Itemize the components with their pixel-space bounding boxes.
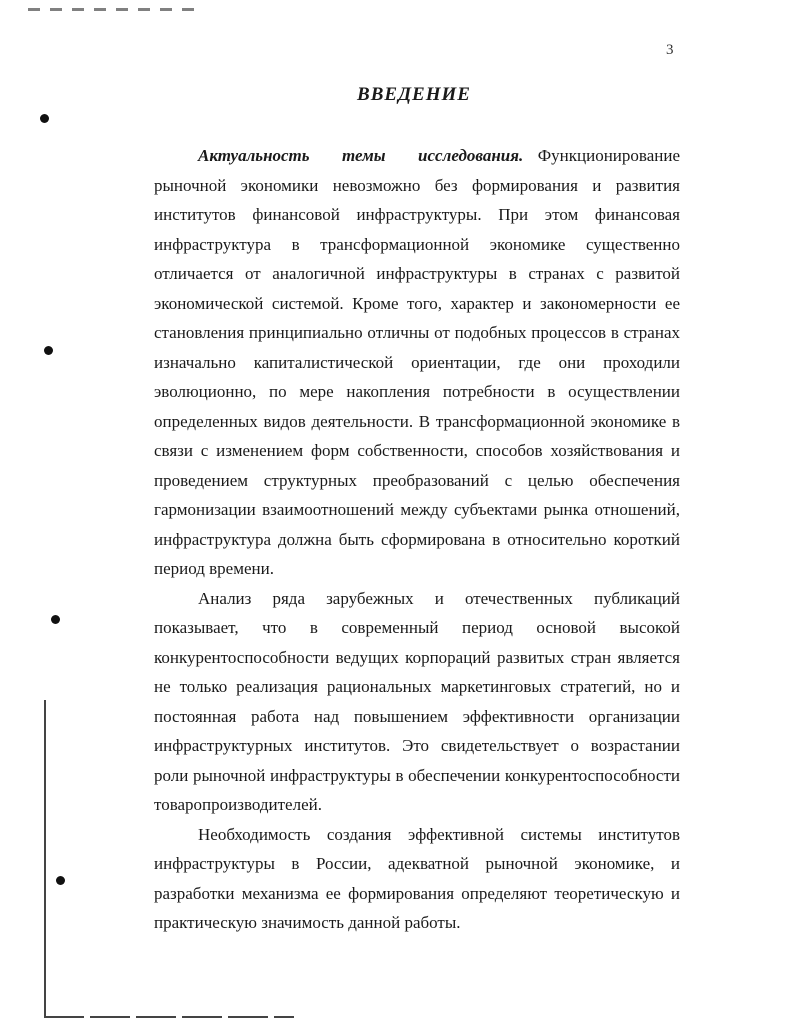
paragraph-text: Функционирование рыночной экономики невозможно без формирования и развития институтов финансовой инфраструктуры. При этом финансовая инфраструктура в трансформационной экономике существенно отличается от аналогичной инфраструктуры в странах с развитой экономической системой. Кроме того, характер и закономерности ее становления принципиально отличны от подобных процессов в странах изначально капиталистической ориентации, где они проходили эволюционно, по мере накопления потребности в осуществлении определенных видов деятельности. В трансформационной экономике в связи с изменением форм собственности, способов хозяйствования и проведением структурных преобразований с целью обеспечения гармонизации взаимоотношений между субъектами рынка отношений, инфраструктура должна быть сформирована в относительно короткий период времени.	[154, 146, 680, 578]
page-title: ВВЕДЕНИЕ	[357, 84, 471, 105]
page-number: 3	[666, 42, 674, 58]
binding-hole-mark	[51, 615, 60, 624]
binding-hole-mark	[40, 114, 49, 123]
binding-hole-mark	[56, 876, 65, 885]
scan-left-border	[44, 700, 46, 1018]
document-body	[154, 141, 680, 938]
binding-hole-mark	[44, 346, 53, 355]
paragraph-relevance	[154, 141, 680, 584]
scan-top-artifact	[28, 8, 204, 11]
paragraph-lead: Актуальность темы исследования.	[198, 146, 524, 165]
paragraph-analysis: Анализ ряда зарубежных и отечественных публикаций показывает, что в современный период основой высокой конкурентоспособности ведущих корпораций развитых стран является не только реализация рациональных маркетинговых стратегий, но и постоянная работа над повышением эффективности организации инфраструктурных институтов. Это свидетельствует о возрастании роли рыночной инфраструктуры в обеспечении конкурентоспособности товаропроизводителей.	[154, 588, 680, 814]
paragraph-necessity: Необходимость создания эффективной системы институтов инфраструктуры в России, адекватной рыночной экономике, и разработки механизма ее формирования определяют теоретическую и практическую значимость данной работы.	[154, 824, 680, 932]
scan-bottom-border	[44, 1016, 294, 1018]
